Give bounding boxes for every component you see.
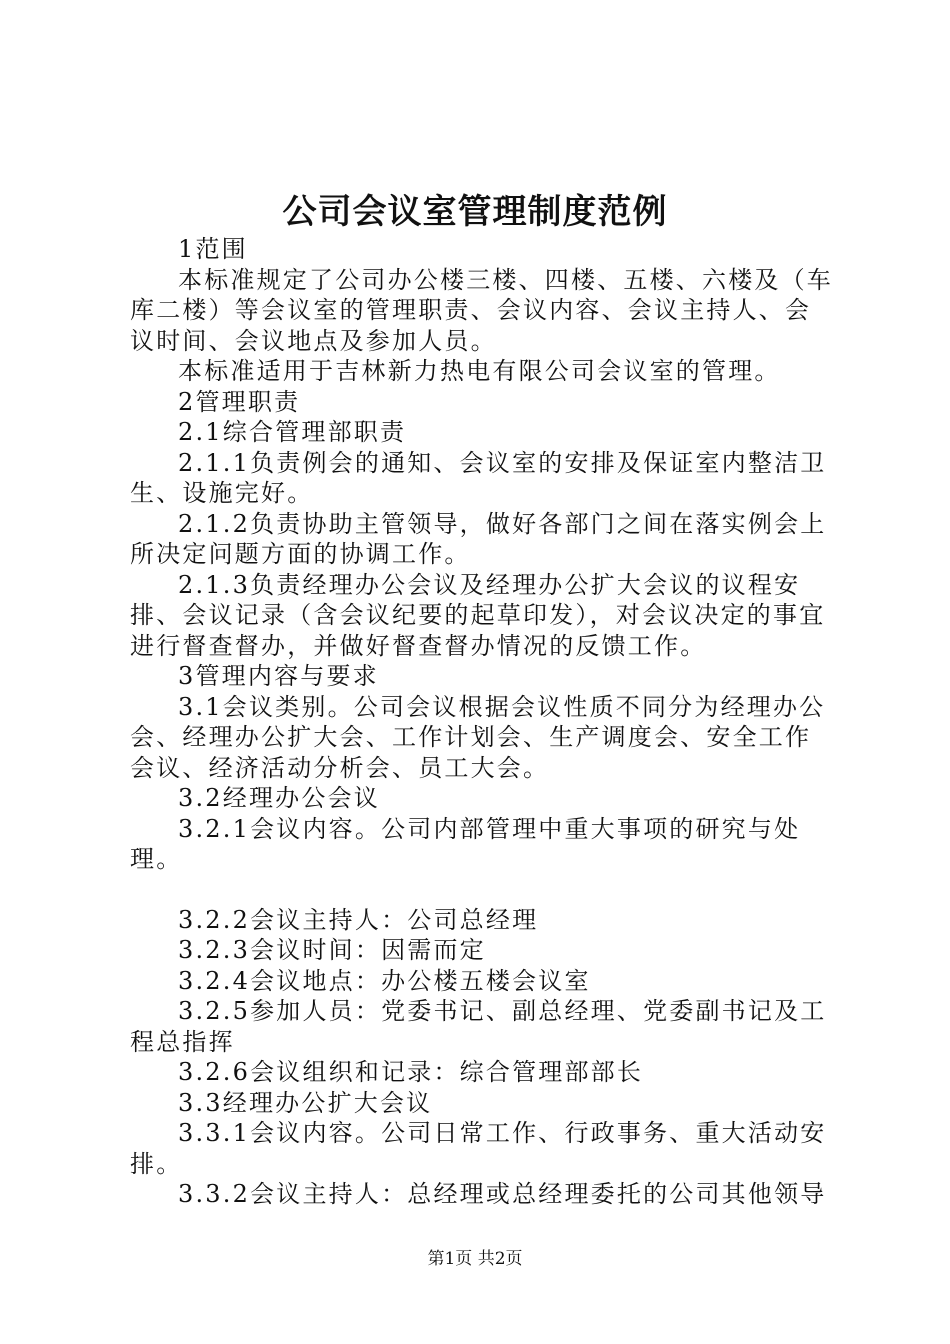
paragraph: 2.1.1负责例会的通知、会议室的安排及保证室内整洁卫生、设施完好。 (130, 448, 827, 507)
paragraph: 3.2经理办公会议 (178, 784, 380, 812)
paragraph: 3.3.1会议内容。公司日常工作、行政事务、重大活动安排。 (130, 1119, 827, 1178)
paragraph: 2.1.2负责协助主管领导，做好各部门之间在落实例会上所决定问题方面的协调工作。 (130, 509, 827, 568)
document-title: 公司会议室管理制度范例 (282, 192, 668, 232)
document-body (130, 234, 835, 1210)
paragraph: 1范围 (178, 235, 248, 263)
paragraph: 3管理内容与要求 (178, 662, 379, 690)
paragraph: 3.2.2会议主持人：公司总经理 (178, 905, 539, 934)
paragraph: 2.1.3负责经理办公会议及经理办公扩大会议的议程安排、会议记录（含会议纪要的起草印发），对会议决定的事宜进行督查督办，并做好督查督办情况的反馈工作。 (130, 570, 826, 660)
paragraph: 3.2.5参加人员：党委书记、副总经理、党委副书记及工程总指挥 (130, 997, 827, 1056)
paragraph: 3.3.2会议主持人：总经理或总经理委托的公司其他领导 (178, 1180, 827, 1208)
paragraph: 本标准适用于吉林新力热电有限公司会议室的管理。 (178, 357, 781, 385)
paragraph: 3.2.3会议时间：因需而定 (178, 936, 486, 964)
paragraph: 2.1综合管理部职责 (178, 418, 407, 446)
paragraph: 3.2.1会议内容。公司内部管理中重大事项的研究与处理。 (130, 814, 801, 873)
paragraph: 本标准规定了公司办公楼三楼、四楼、五楼、六楼及（车库二楼）等会议室的管理职责、会议内容、会议主持人、会议时间、会议地点及参加人员。 (130, 265, 833, 355)
paragraph: 2管理职责 (178, 387, 301, 416)
paragraph: 3.2.4会议地点：办公楼五楼会议室 (178, 966, 591, 995)
paragraph: 3.1会议类别。公司会议根据会议性质不同分为经理办公会、经理办公扩大会、工作计划会、生产调度会、安全工作会议、经济活动分析会、员工大会。 (130, 692, 826, 782)
page-footer: 第1页 共2页 (427, 1249, 523, 1269)
paragraph: 3.2.6会议组织和记录：综合管理部部长 (178, 1058, 644, 1086)
paragraph: 3.3经理办公扩大会议 (178, 1088, 433, 1117)
